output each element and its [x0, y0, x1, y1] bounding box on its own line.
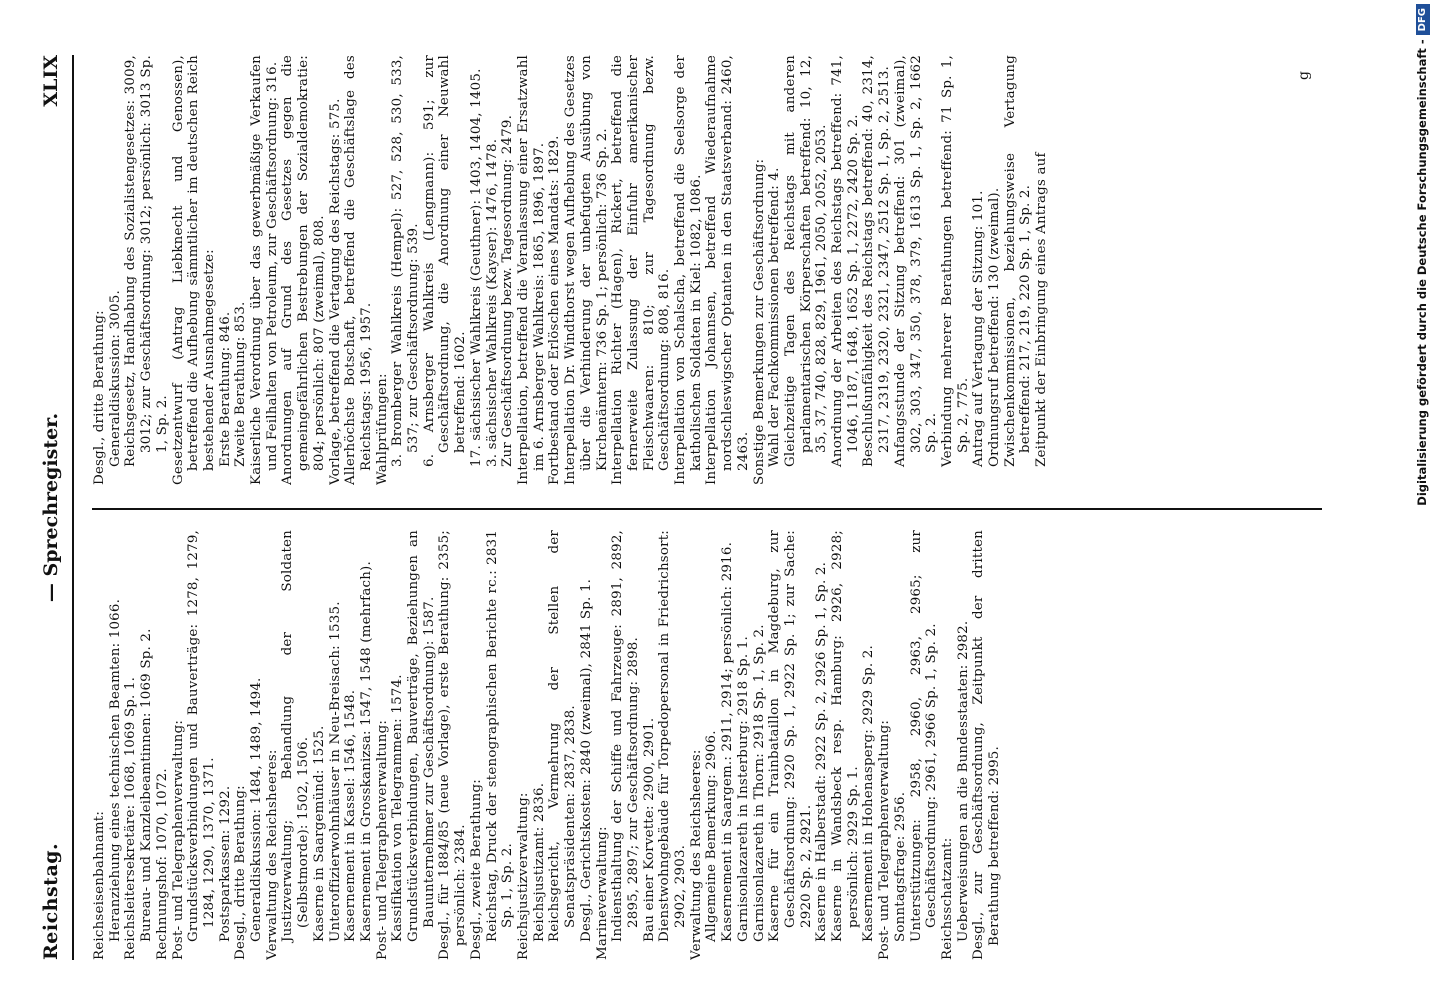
- register-entry: Justizverwaltung; Behandlung der Soldaten (Selbstmorde): 1502, 1506.: [280, 530, 312, 942]
- register-entry: 6. Arnsberger Wahlkreis (Lengmann): 591; zur Geschäftsordnung, die Anordnung einer Neuwahl betreffend: 1602.: [421, 55, 469, 467]
- register-entry: Anfangsstunde der Sitzung betreffend: 301 (zweimal), 302, 303, 347, 350, 378, 379, 1613 Sp. 1, Sp. 2, 1662 Sp. 2.: [892, 55, 940, 467]
- register-entry: Desgl., für 1884/85 (neue Vorlage), erste Berathung: 2355; persönlich: 2384.: [437, 530, 469, 960]
- register-entry: Unterstützungen: 2958, 2960, 2963, 2965; zur Geschäftsordnung: 2961, 2966 Sp. 1, Sp. 2.: [908, 530, 940, 942]
- register-entry: Generaldiskussion: 1484, 1489, 1494.: [249, 677, 265, 942]
- register-entry: Dienstwohngebäude für Torpedopersonal in Friedrichsort: 2902, 2903.: [657, 530, 689, 942]
- register-entry: Zwischenkommissionen, beziehungsweise Vertagung betreffend: 217, 219, 220 Sp. 1, Sp. 2.: [1002, 55, 1034, 467]
- header-center: — Sprechregister.: [40, 412, 62, 603]
- right-column: [92, 55, 1332, 485]
- register-entry: Rechnungshof: 1070, 1072.: [154, 768, 170, 960]
- register-entry: Sonstige Bemerkungen zur Geschäftsordnung:: [751, 158, 767, 485]
- register-entry: Antrag auf Vertagung der Sitzung: 101.: [971, 190, 987, 467]
- header-left: Reichstag.: [40, 842, 62, 960]
- register-entry: Kaiserliche Verordnung über das gewerbmäßige Verkaufen und Feilhalten von Petroleum, zur Geschäftsordnung: 316.: [249, 55, 280, 485]
- register-entry: Anordnungen auf Grund des Gesetzes gegen die gemeingefährlichen Bestrebungen der Sozialdemokratie: 804; persönlich: 807 (zweimal), 808.: [280, 55, 327, 485]
- register-entry: Generaldiskussion: 3005.: [107, 290, 123, 467]
- register-entry: Gesetzentwurf (Antrag Liebknecht und Genossen), betreffend die Aufhebung sämmtlicher im deutschen Reich bestehender Ausnahmegesetze:: [170, 55, 217, 485]
- register-entry: Kassifikation von Telegrammen: 1574.: [390, 674, 406, 942]
- register-entry: Kasernement in Saargem.: 2911, 2914; persönlich: 2916.: [720, 541, 736, 942]
- header-rule: [72, 55, 74, 960]
- register-entry: Zweite Berathung: 853.: [233, 301, 249, 467]
- register-entry: Post- und Telegraphenverwaltung:: [374, 719, 390, 960]
- register-entry: Desgl., dritte Berathung:: [233, 785, 249, 960]
- register-entry: Interpellation Johannsen, betreffend Wiederaufnahme nordschleswigscher Optanten in den Staatsverband: 2460, 2463.: [704, 55, 751, 485]
- register-entry: Allgemeine Bemerkung: 2906.: [704, 730, 720, 942]
- register-entry: Grundstücksverbindungen, Bauverträge, Beziehungen an Bauunternehmer zur Geschäftsordnung): 1587.: [406, 530, 437, 942]
- register-entry: Indiensthaltung der Schiffe und Fahrzeuge: 2891, 2892, 2895, 2897; zur Geschäftsordnung: 2898.: [610, 530, 641, 942]
- register-entry: Desgl., zur Geschäftsordnung, Zeitpunkt der dritten Berathung betreffend: 2995.: [971, 530, 1003, 960]
- register-entry: Interpellation Dr. Windthorst wegen Aufhebung des Gesetzes über die Verhinderung der unbefugten Ausübung von Kirchenämtern: 736 Sp. 1; persönlich: 736 Sp. 2.: [563, 55, 610, 485]
- register-entry: Interpellation Richter (Hagen), Rickert, betreffend die fernerweite Zulassung der Einfuhr amerikanischer Fleischwaaren: 810; zur Tagesordnung bezw. Geschäftsordnung: 808, 816.: [610, 55, 673, 485]
- register-entry: Reichsleitersekretäre: 1068, 1069 Sp. 1.: [123, 676, 139, 960]
- register-entry: Bureau- und Kanzleibeamtinnen: 1069 Sp. 2.: [139, 628, 155, 942]
- register-entry: Anordnung der Arbeiten des Reichstags betreffend: 741, 1046, 1187, 1648, 1652 Sp. 1, 2272, 2420 Sp. 2.: [830, 55, 861, 467]
- register-entry: Zeitpunkt der Einbringung eines Antrags auf: [1034, 152, 1050, 467]
- digitization-note-text: Digitalisierung gefördert durch die Deutsche Forschungsgemeinschaft -: [1415, 39, 1429, 506]
- register-entry: Post- und Telegraphenverwaltung:: [170, 719, 186, 960]
- register-entry: Kaserne für ein Trainbataillon in Magdeburg, zur Geschäftsordnung: 2920 Sp. 1, 2922 Sp. 1; zur Sache: 2920 Sp. 2, 2921.: [767, 530, 814, 942]
- column-divider: [92, 508, 1322, 510]
- register-entry: Verwaltung des Reichsheeres:: [264, 749, 280, 960]
- register-entry: Postsparkassen: 1292.: [217, 785, 233, 942]
- register-entry: Vorlage, betreffend die Vertagung des Reichstags: 575.: [327, 98, 343, 485]
- register-entry: Desgl., zweite Berathung:: [468, 779, 484, 960]
- register-entry: Kasernement in Hohenasperg: 2929 Sp. 2.: [861, 645, 877, 942]
- register-entry: Kaserne in Saargemünd: 1525.: [311, 725, 327, 942]
- register-entry: Wahl der Fachkommissionen betreffend: 4.: [767, 167, 783, 467]
- register-entry: Desgl., Gerichtskosten: 2840 (zweimal), 2841 Sp. 1.: [578, 578, 594, 942]
- register-entry: Desgl., dritte Berathung:: [92, 310, 107, 485]
- left-column: [92, 530, 1332, 960]
- register-entry: Interpellation von Schalscha, betreffend die Seelsorge der katholischen Soldaten in Kiel: 1082, 1086.: [673, 55, 704, 485]
- register-entry: Verwaltung des Reichsheeres:: [688, 749, 704, 960]
- signature-mark: g: [1296, 71, 1312, 80]
- register-entry: Verbindung mehrerer Berathungen betreffend: 71 Sp. 1, Sp. 2, 775.: [939, 55, 971, 467]
- register-entry: Zur Geschäftsordnung bezw. Tagesordnung: 2479.: [500, 114, 516, 467]
- register-entry: Reichsschatzamt:: [939, 837, 955, 960]
- register-entry: Garnisonlazareth in Thorn: 2918 Sp. 1, Sp. 2.: [751, 624, 767, 942]
- dfg-logo: DFG: [1416, 4, 1430, 35]
- register-entry: Erste Berathung: 846.: [217, 311, 233, 467]
- running-header: [40, 55, 72, 960]
- register-entry: Interpellation, betreffend die Veranlassung einer Ersatzwahl im 6. Arnsberger Wahlkreis: 1865, 1896, 1897.: [515, 55, 547, 485]
- register-entry: Sonntagsfrage: 2956.: [892, 791, 908, 942]
- register-entry: Reichsjustizverwaltung:: [515, 792, 531, 960]
- register-entry: Kasernement in Grosskanizsa: 1547, 1548 (mehrfach).: [358, 561, 374, 942]
- register-entry: 3. Bromberger Wahlkreis (Hempel): 527, 528, 530, 533, 537; zur Geschäftsordnung: 539.: [390, 55, 422, 467]
- register-entry: Grundstücksverbindungen und Bauverträge: 1278, 1279, 1284, 1290, 1370, 1371.: [186, 530, 217, 942]
- register-entry: Allerhöchste Botschaft, betreffend die Geschäftslage des Reichstags: 1956, 1957.: [343, 55, 374, 485]
- register-entry: 17. sächsischer Wahlkreis (Geuthner): 1403, 1404, 1405.: [468, 68, 484, 467]
- register-entry: Garnisonlazareth in Insterburg: 2918 Sp. 1.: [735, 636, 751, 942]
- register-entry: Kasernement in Kassel: 1546, 1548.: [343, 689, 359, 942]
- digitization-note: [1412, 4, 1432, 996]
- register-entry: Fortbestand oder Erlöschen eines Mandats: 1829.: [547, 135, 563, 485]
- register-entry: 3. sächsischer Wahlkreis (Kayser): 1476, 1478.: [484, 138, 500, 467]
- register-entry: Bau einer Korvette: 2900, 2901.: [641, 717, 657, 942]
- register-entry: Reichsjustizamt: 2836.: [531, 782, 547, 942]
- register-entry: Beschlußunfähigkeit des Reichstags betreffend: 40, 2314, 2317, 2319, 2320, 2321, 2347, 2512 Sp. 1, Sp. 2, 2513.: [861, 55, 893, 467]
- register-entry: Ueberweisungen an die Bundesstaaten: 2982.: [955, 620, 971, 942]
- register-entry: Reichstag, Druck der stenographischen Berichte rc.: 2831 Sp. 1, Sp. 2.: [484, 530, 516, 942]
- register-entry: Heranziehung eines technischen Beamten: 1066.: [107, 598, 123, 942]
- register-entry: Wahlprüfungen:: [374, 373, 390, 485]
- register-entry: Gleichzeitige Tagen des Reichstags mit anderen parlamentarischen Körperschaften betreffend: 10, 12, 35, 37, 740, 828, 829, 1961, 2050, 2052, 2053.: [782, 55, 830, 467]
- page-number: XLIX: [40, 55, 62, 107]
- register-entry: Marineverwaltung:: [594, 826, 610, 960]
- register-entry: Reichsgericht, Vermehrung der Stellen der Senatspräsidenten: 2837, 2838.: [547, 530, 579, 942]
- register-entry: Post- und Telegraphenverwaltung:: [877, 719, 893, 960]
- register-entry: Reichseisenbahnamt:: [92, 810, 107, 960]
- register-entry: Kaserne in Wandsbeck resp. Hamburg: 2926, 2928; persönlich: 2929 Sp. 1.: [830, 530, 861, 942]
- register-entry: Unteroffizierwohnhäuser in Neu-Breisach: 1535.: [327, 601, 343, 942]
- register-entry: Reichsgesetz, Handhabung des Sozialistengesetzes: 3009, 3012; zur Geschäftsordnung: 3012; persönlich: 3013 Sp. 1, Sp. 2.: [123, 55, 170, 467]
- register-entry: Kaserne in Halberstadt: 2922 Sp. 2, 2926 Sp. 1, Sp. 2.: [814, 561, 830, 942]
- register-entry: Ordnungsruf betreffend: 130 (zweimal).: [987, 187, 1003, 467]
